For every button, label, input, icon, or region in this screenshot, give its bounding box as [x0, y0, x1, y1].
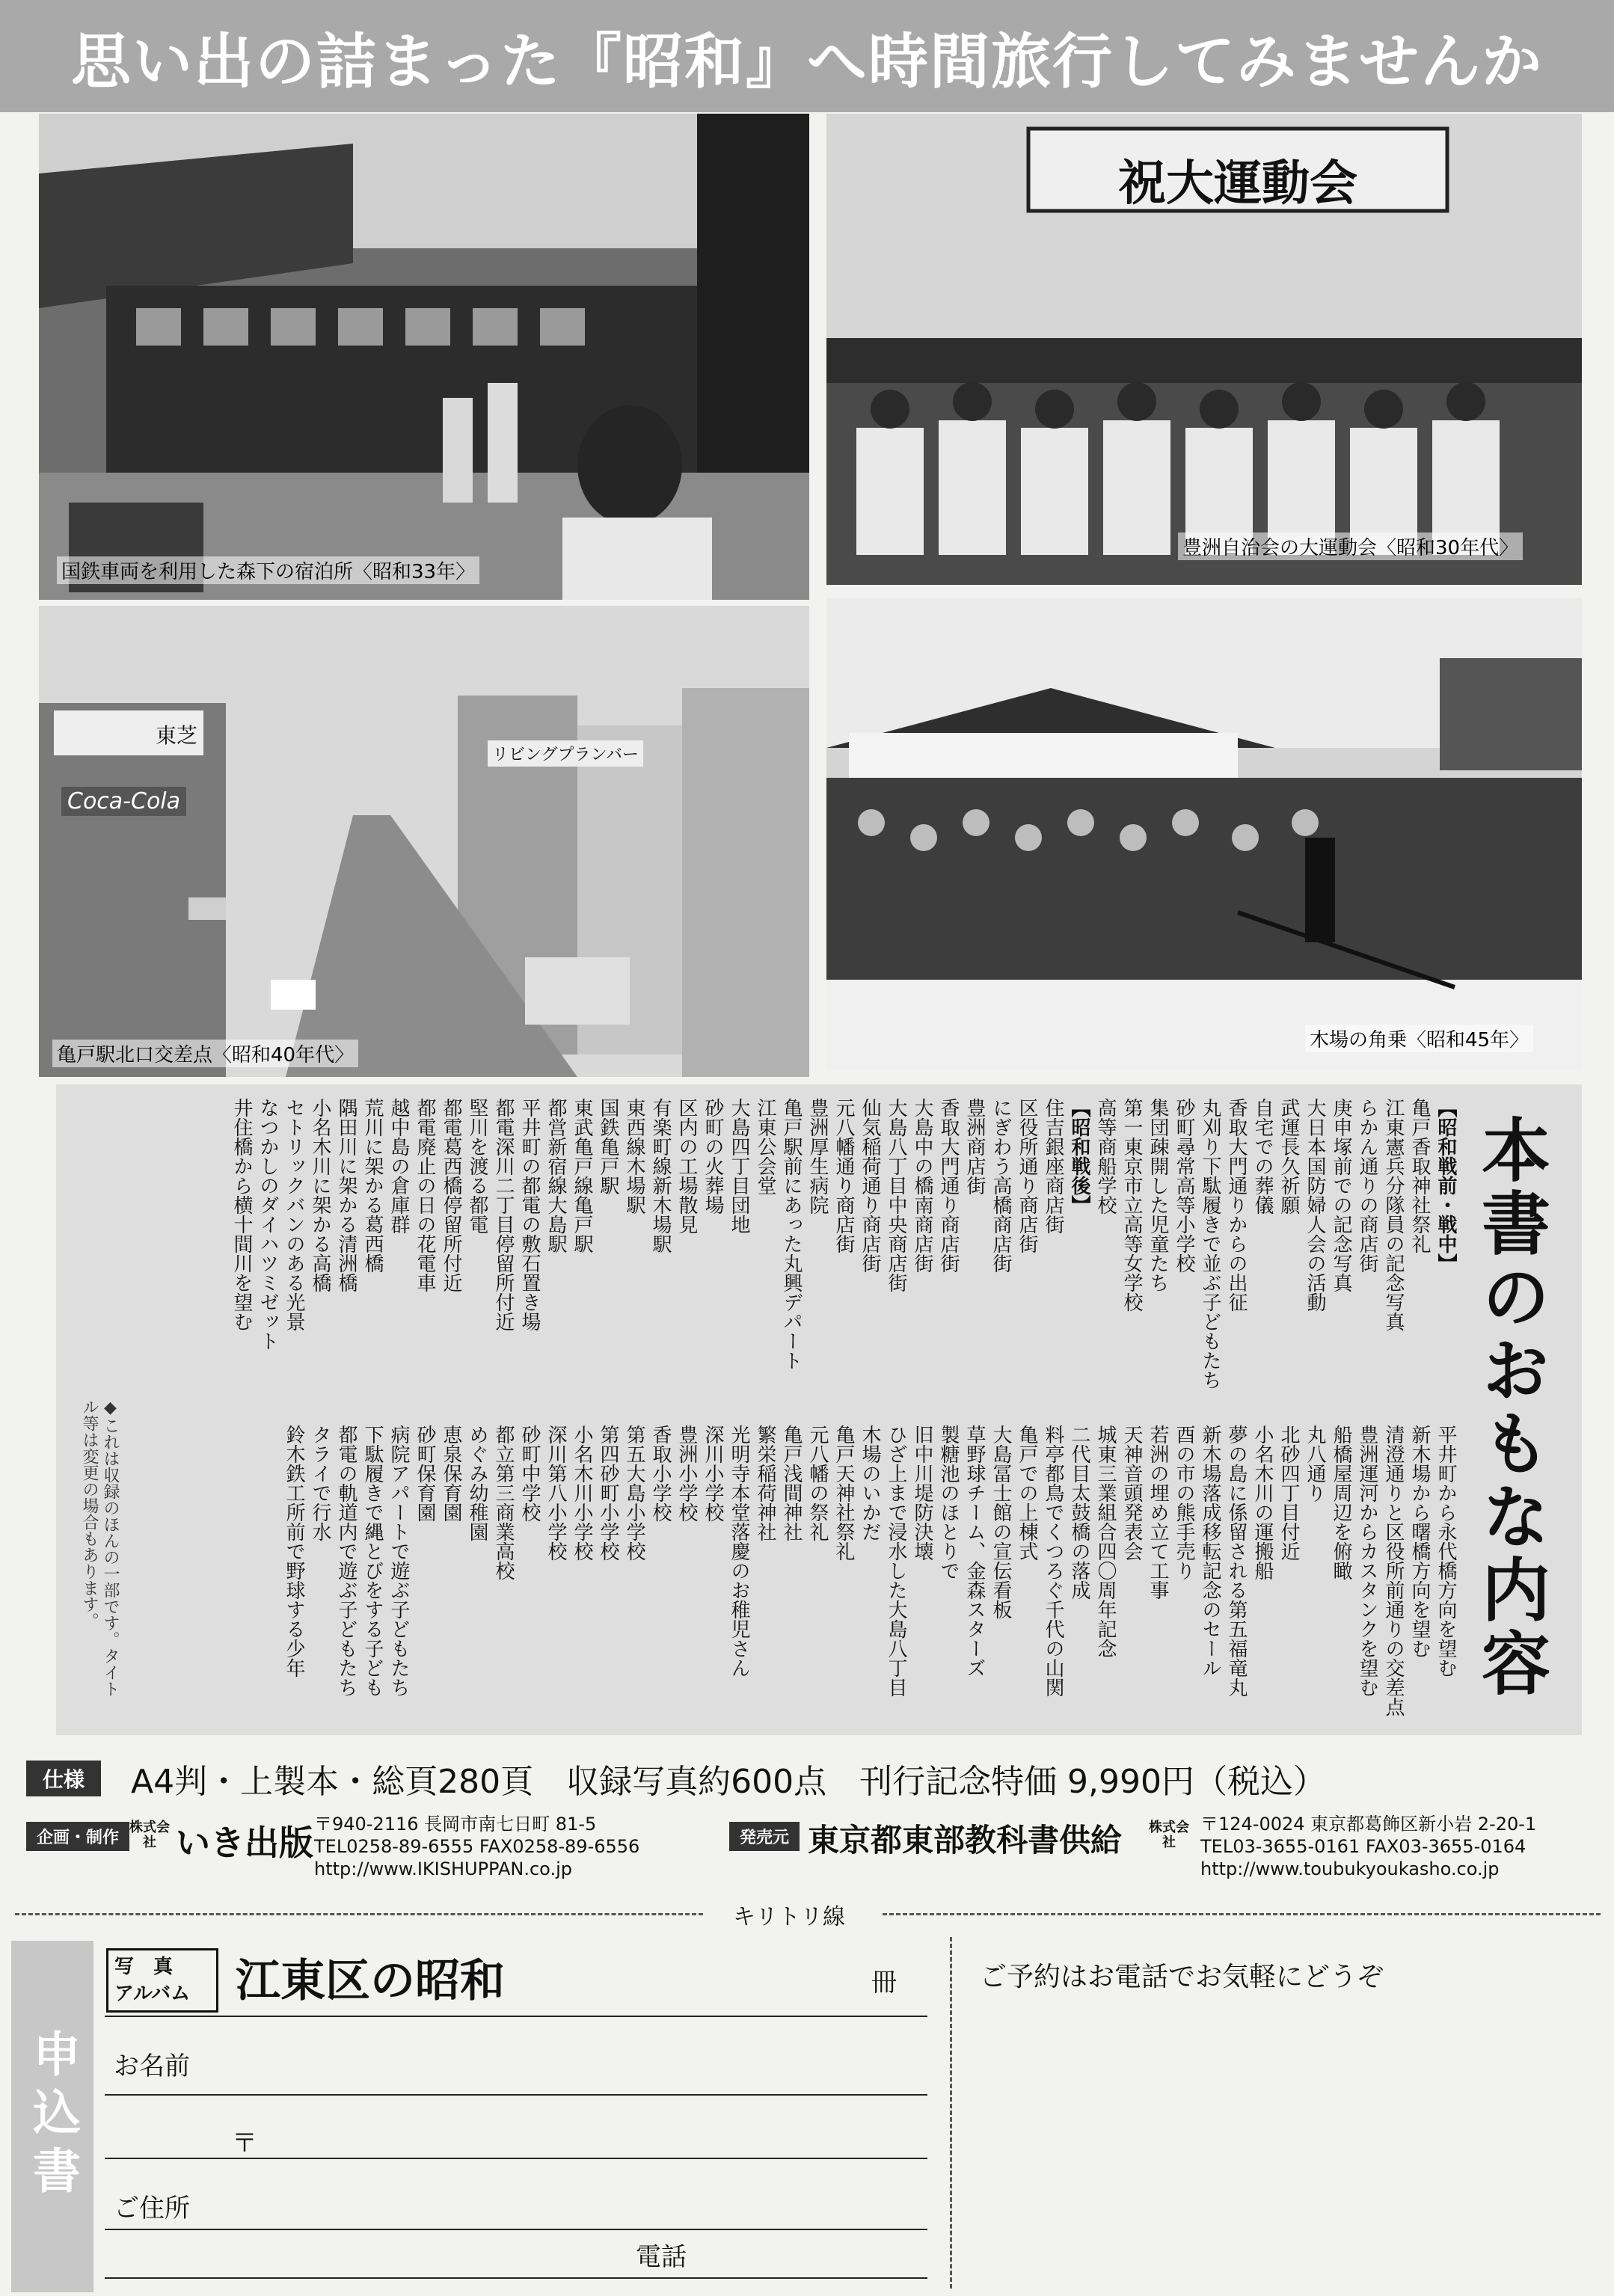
photo-caption: 亀戸駅北口交差点〈昭和40年代〉	[52, 1040, 358, 1067]
contents-item: 武運長久祈願	[1277, 1098, 1300, 1215]
contents-item: 小名木川に架かる高橋	[309, 1098, 331, 1292]
contents-item: 香取大門通りからの出征	[1225, 1098, 1248, 1312]
contents-item: にぎわう高橋商店街	[989, 1098, 1012, 1273]
contents-item: 小名木川の運搬船	[1251, 1425, 1274, 1580]
contents-item: 豊洲厚生病院	[806, 1098, 829, 1215]
contents-item: タライで行水	[309, 1425, 331, 1541]
contents-item: 下駄履きで縄とびをする子ども	[361, 1425, 384, 1697]
contents-item: 集団疎開した児童たち	[1147, 1098, 1169, 1292]
contents-item: 井住橋から横十間川を望む	[230, 1098, 253, 1331]
photo-kameido-image	[39, 606, 809, 1077]
seller-address: 〒124-0024 東京都葛飾区新小岩 2-20-1	[1200, 1814, 1537, 1835]
contents-item: 江東憲兵分隊員の記念写真	[1382, 1098, 1405, 1331]
contents-item: 都電深川二丁目停留所付近	[492, 1098, 515, 1331]
contents-item: 城東三業組合四〇周年記念	[1094, 1425, 1117, 1658]
contents-item: 繁栄稲荷神社	[754, 1425, 776, 1541]
contents-item: 第一東京市立高等女学校	[1120, 1098, 1143, 1312]
contents-item: なつかしのダイハツミゼット	[257, 1098, 279, 1351]
seller-kaisha: 株式会社	[1149, 1820, 1189, 1850]
form-divider	[950, 1937, 952, 2289]
seller-phone: TEL03-3655-0161 FAX03-3655-0164	[1200, 1836, 1526, 1857]
contents-item: 病院アパートで遊ぶ子どもたち	[387, 1425, 410, 1697]
planning-kaisha: 株式会社	[129, 1820, 170, 1850]
contents-item: らかん通りの商店街	[1356, 1098, 1378, 1273]
photo-kiba-log-riding	[826, 598, 1582, 1069]
contents-title: 本書のおもな内容	[1470, 1114, 1550, 1701]
contents-item: 仙気稲荷通り商店街	[859, 1098, 881, 1273]
contents-item: 庚申塚前での記念写真	[1330, 1098, 1352, 1292]
photo-kameido-intersection	[39, 606, 809, 1077]
contents-item: 国鉄亀戸駅	[597, 1098, 619, 1195]
contents-item: 香取小学校	[649, 1425, 672, 1522]
photo-caption: 木場の角乗〈昭和45年〉	[1305, 1025, 1533, 1052]
contents-item: 都電葛西橋停留所付近	[440, 1098, 462, 1292]
photo-caption: 国鉄車両を利用した森下の宿泊所〈昭和33年〉	[57, 556, 479, 584]
contents-item: 都立第三商業高校	[492, 1425, 515, 1580]
contents-item: 都電廃止の日の花電車	[414, 1098, 436, 1292]
spec-row	[26, 1756, 1597, 1801]
coca-cola-sign: Coca-Cola	[61, 787, 186, 816]
contents-item: 丸刈り下駄履きで並ぶ子どもたち	[1199, 1098, 1221, 1390]
planning-label: 企画・制作	[26, 1822, 129, 1851]
contents-item: 大島中の橋南商店街	[911, 1098, 933, 1273]
contents-item: ひざ上まで浸水した大島八丁目	[885, 1425, 907, 1697]
contents-item: 亀戸浅間神社	[780, 1425, 803, 1541]
contents-item: 船橋屋周辺を俯瞰	[1330, 1425, 1352, 1580]
contents-item: 第四砂町小学校	[597, 1425, 619, 1561]
album-label-line1: 写 真	[114, 1956, 174, 1978]
contents-item: めぐみ幼稚園	[466, 1425, 488, 1541]
contents-item: 大島八丁目中央商店街	[885, 1098, 907, 1292]
contents-item: 天神音頭発表会	[1120, 1425, 1143, 1561]
planning-address: 〒940-2116 長岡市南七日町 81-5	[314, 1814, 597, 1835]
order-form	[105, 1941, 927, 2292]
planning-name: いき出版	[176, 1823, 313, 1863]
contents-item: 砂町の火葬場	[702, 1098, 724, 1215]
photo-album-badge	[106, 1948, 218, 2013]
contents-item: 隅田川に架かる清洲橋	[335, 1098, 358, 1292]
headline-banner	[0, 0, 1614, 112]
reservation-note: ご予約はお電話でお気軽にどうぞ	[980, 1962, 1384, 1992]
contents-item: 草野球チーム、金森スターズ	[963, 1425, 986, 1678]
contents-item: 新木場落成移転記念のセール	[1199, 1425, 1221, 1678]
postal-mark: 〒	[232, 2128, 257, 2158]
contents-item: 新木場から曙橋方向を望む	[1408, 1425, 1431, 1658]
contents-item: 江東公会堂	[754, 1098, 776, 1195]
banner-sign: 祝大運動会	[1118, 156, 1357, 212]
name-label: お名前	[114, 2051, 190, 2081]
contents-item: 住吉銀座商店街	[1042, 1098, 1064, 1234]
seller-url[interactable]: http://www.toubukyoukasho.co.jp	[1200, 1858, 1500, 1879]
contents-section-heading: 【昭和戦後】	[1068, 1098, 1090, 1215]
planning-phone: TEL0258-89-6555 FAX0258-89-6556	[314, 1836, 640, 1857]
contents-item: 区内の工場散見	[675, 1098, 698, 1234]
contents-item: 元八幡の祭礼	[806, 1425, 829, 1541]
contents-item: 酉の市の熊手売り	[1173, 1425, 1195, 1580]
publisher-row	[26, 1816, 1597, 1906]
photo-morishita-image	[39, 114, 809, 600]
contents-item: 砂町中学校	[518, 1425, 541, 1522]
contents-item: 平井町から永代橋方向を望む	[1435, 1425, 1457, 1678]
contents-item: 亀戸での上棟式	[1016, 1425, 1038, 1561]
order-form-side-label: 申込書	[11, 1941, 93, 2292]
headline-text: 思い出の詰まった『昭和』へ時間旅行してみませんか	[71, 26, 1543, 96]
cut-dash-left	[15, 1913, 703, 1915]
photo-caption: 豊洲自治会の大運動会〈昭和30年代〉	[1178, 532, 1523, 560]
contents-item: 第五大島小学校	[623, 1425, 645, 1561]
address-label: ご住所	[114, 2194, 190, 2223]
contents-item: 東西線木場駅	[623, 1098, 645, 1215]
quantity-unit: 冊	[871, 1968, 897, 1998]
address-field[interactable]	[105, 2229, 927, 2230]
contents-item: 北砂四丁目付近	[1277, 1425, 1300, 1561]
book-title: 江東区の昭和	[236, 1955, 505, 2007]
contents-item: 東武亀戸線亀戸駅	[571, 1098, 593, 1253]
contents-item: 都電の軌道内で遊ぶ子どもたち	[335, 1425, 358, 1697]
contents-item: 旧中川堤防決壊	[911, 1425, 933, 1561]
toshiba-sign: 東芝	[151, 718, 202, 751]
contents-item: 二代目太鼓橋の落成	[1068, 1425, 1090, 1600]
contents-item: 豊洲小学校	[675, 1425, 698, 1522]
contents-item: 豊洲商店街	[963, 1098, 986, 1195]
contents-item: 深川小学校	[702, 1425, 724, 1522]
contents-item: 大島冨士館の宣伝看板	[989, 1425, 1012, 1619]
seller-name: 東京都東部教科書供給	[808, 1822, 1123, 1858]
contents-item: 夢の島に係留される第五福竜丸	[1225, 1425, 1248, 1697]
name-field[interactable]	[105, 2094, 927, 2096]
contents-item: 荒川に架かる葛西橋	[361, 1098, 384, 1273]
contents-item: 清澄通りと区役所前通りの交差点	[1382, 1425, 1405, 1716]
planning-url[interactable]: http://www.IKISHUPPAN.co.jp	[314, 1858, 572, 1879]
contents-item: 亀戸駅前にあった丸興デパート	[780, 1098, 803, 1370]
contents-item: 恵泉保育園	[440, 1425, 462, 1522]
seller-label: 発売元	[729, 1822, 800, 1851]
album-label-line2: アルバム	[114, 1983, 191, 2005]
contents-item: 木場のいかだ	[859, 1425, 881, 1541]
contents-item: セトリックバンのある光景	[283, 1098, 305, 1331]
contents-item: 豊洲運河からカスタンクを望む	[1356, 1425, 1378, 1697]
contents-list-bottom	[280, 1425, 1458, 1724]
contents-item: 都営新宿線大島駅	[544, 1098, 567, 1253]
contents-item: 鈴木鉄工所前で野球する少年	[283, 1425, 305, 1678]
contents-item: 高等商船学校	[1094, 1098, 1117, 1215]
cut-line	[0, 1898, 1614, 1928]
contents-item: 製糖池のほとりで	[937, 1425, 960, 1580]
store-sign: リビングプランバー	[488, 740, 643, 767]
contents-item: 丸八通り	[1304, 1425, 1326, 1502]
contents-item: 元八幡通り商店街	[832, 1098, 855, 1253]
contents-item: 砂町保育園	[414, 1425, 436, 1522]
contents-item: 亀戸天神社祭礼	[832, 1425, 855, 1561]
phone-label: 電話	[636, 2242, 687, 2272]
contents-item: 越中島の倉庫群	[387, 1098, 410, 1234]
cut-line-label: キリトリ線	[733, 1904, 845, 1930]
quantity-field[interactable]	[105, 2016, 927, 2017]
cut-dash-right	[883, 1913, 1601, 1915]
contents-section-heading: 【昭和戦前・戦中】	[1435, 1098, 1457, 1273]
postal-field[interactable]	[105, 2158, 927, 2159]
contents-item: 深川第八小学校	[544, 1425, 567, 1561]
contents-item: 料亭都鳥でくつろぐ千代の山関	[1042, 1425, 1064, 1697]
contents-item: 香取大門通り商店街	[937, 1098, 960, 1273]
photo-toyosu-sports-day	[826, 114, 1582, 585]
contents-item: 若洲の埋め立て工事	[1147, 1425, 1169, 1600]
contents-item: 小名木川小学校	[571, 1425, 593, 1561]
contents-item: 大日本国防婦人会の活動	[1304, 1098, 1326, 1312]
contents-item: 亀戸香取神社祭礼	[1408, 1098, 1431, 1253]
contents-item: 光明寺本堂落慶のお稚児さん	[728, 1425, 750, 1678]
contents-item: 自宅での葬儀	[1251, 1098, 1274, 1215]
contents-item: 大島四丁目団地	[728, 1098, 750, 1234]
contents-list-top	[228, 1098, 1458, 1412]
phone-field[interactable]	[105, 2277, 927, 2279]
contents-item: 区役所通り商店街	[1016, 1098, 1038, 1253]
spec-text: A4判・上製本・総頁280頁 収録写真約600点 刊行記念特価 9,990円（税込）	[131, 1763, 1327, 1801]
spec-label: 仕様	[26, 1761, 101, 1796]
photo-kiba-image	[826, 598, 1582, 1069]
contents-item: 平井町の都電の敷石置き場	[518, 1098, 541, 1331]
contents-item: 堅川を渡る都電	[466, 1098, 488, 1234]
photo-morishita-lodging	[39, 114, 809, 600]
contents-panel	[56, 1084, 1582, 1735]
contents-note: ◆これは収録のほんの一部です。タイトル等は変更の場合もあります。	[80, 1399, 120, 1697]
contents-item: 有楽町線新木場駅	[649, 1098, 672, 1253]
contents-item: 砂町尋常高等小学校	[1173, 1098, 1195, 1273]
